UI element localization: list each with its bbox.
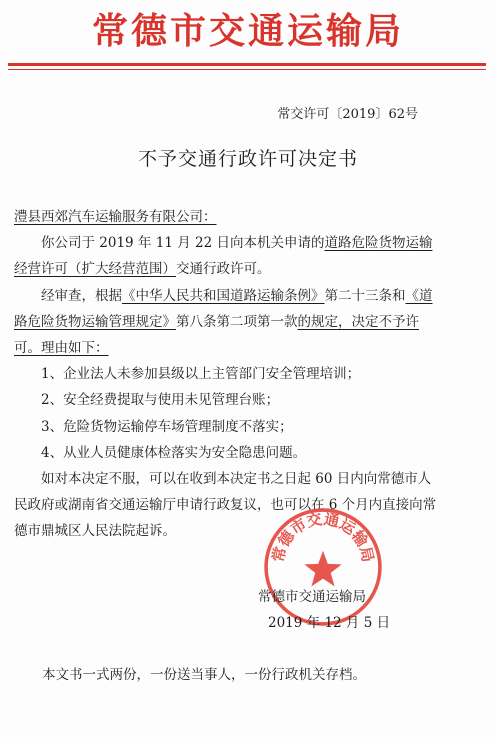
review-part-3: 第八条第二项第一款 [176, 313, 298, 330]
review-regulation-2: 《道路危险货物运输管理规定》 [14, 287, 433, 330]
masthead-title: 常德市交通运输局 [91, 11, 404, 52]
application-scope: 道路危险货物运输经营许可（扩大经营范围） [14, 235, 433, 278]
review-clause: 的规定，决定不予许可。理由如下： [14, 313, 419, 357]
reason-item: 3、危险货物运输停车场管理制度不落实； [41, 418, 293, 435]
seal-star-icon [304, 551, 341, 587]
footer-note: 本文书一式两份，一份送当事人，一份行政机关存档。 [42, 667, 366, 683]
official-seal-stamp [262, 506, 384, 628]
document-title: 不予交通行政许可决定书 [137, 148, 358, 170]
review-part-1: 经审查，根据 [41, 287, 122, 304]
review-part-2: 第二十三条和 [324, 287, 406, 304]
addressee: 澧县西郊汽车运输服务有限公司： [14, 209, 217, 225]
masthead-rule-thick [8, 63, 486, 66]
reason-item: 1、企业法人未参加县级以上主管部门安全管理培训； [41, 366, 361, 383]
document-number: 常交许可〔2019〕62号 [277, 107, 418, 122]
issuer-name: 常德市交通运输局 [258, 589, 366, 605]
reason-item: 2、安全经费提取与使用未见管理台账； [41, 392, 280, 409]
review-regulation-1: 《中华人民共和国道路运输条例》 [122, 287, 325, 304]
masthead-rule-thin [8, 69, 486, 70]
paragraph-appeal: 如对本决定不服，可以在收到本决定书之日起 60 日内向常德市人民政府或湖南省交通运输厅申请行政复议，也可以在 6 个月内直接向常德市鼎城区人民法院起诉。 [14, 471, 437, 540]
paragraph-review [14, 283, 442, 362]
document-body [14, 204, 442, 545]
application-lead: 你公司于 2019 年 11 月 22 日向本机关申请的 [41, 235, 325, 252]
seal-text: 常德市交通运输局 [268, 510, 378, 564]
reason-item: 4、从业人员健康体检落实为安全隐患问题。 [41, 444, 307, 461]
issue-date: 2019 年 12 月 5 日 [268, 615, 391, 631]
paragraph-application [14, 230, 442, 282]
application-tail: 交通行政许可。 [176, 261, 271, 278]
